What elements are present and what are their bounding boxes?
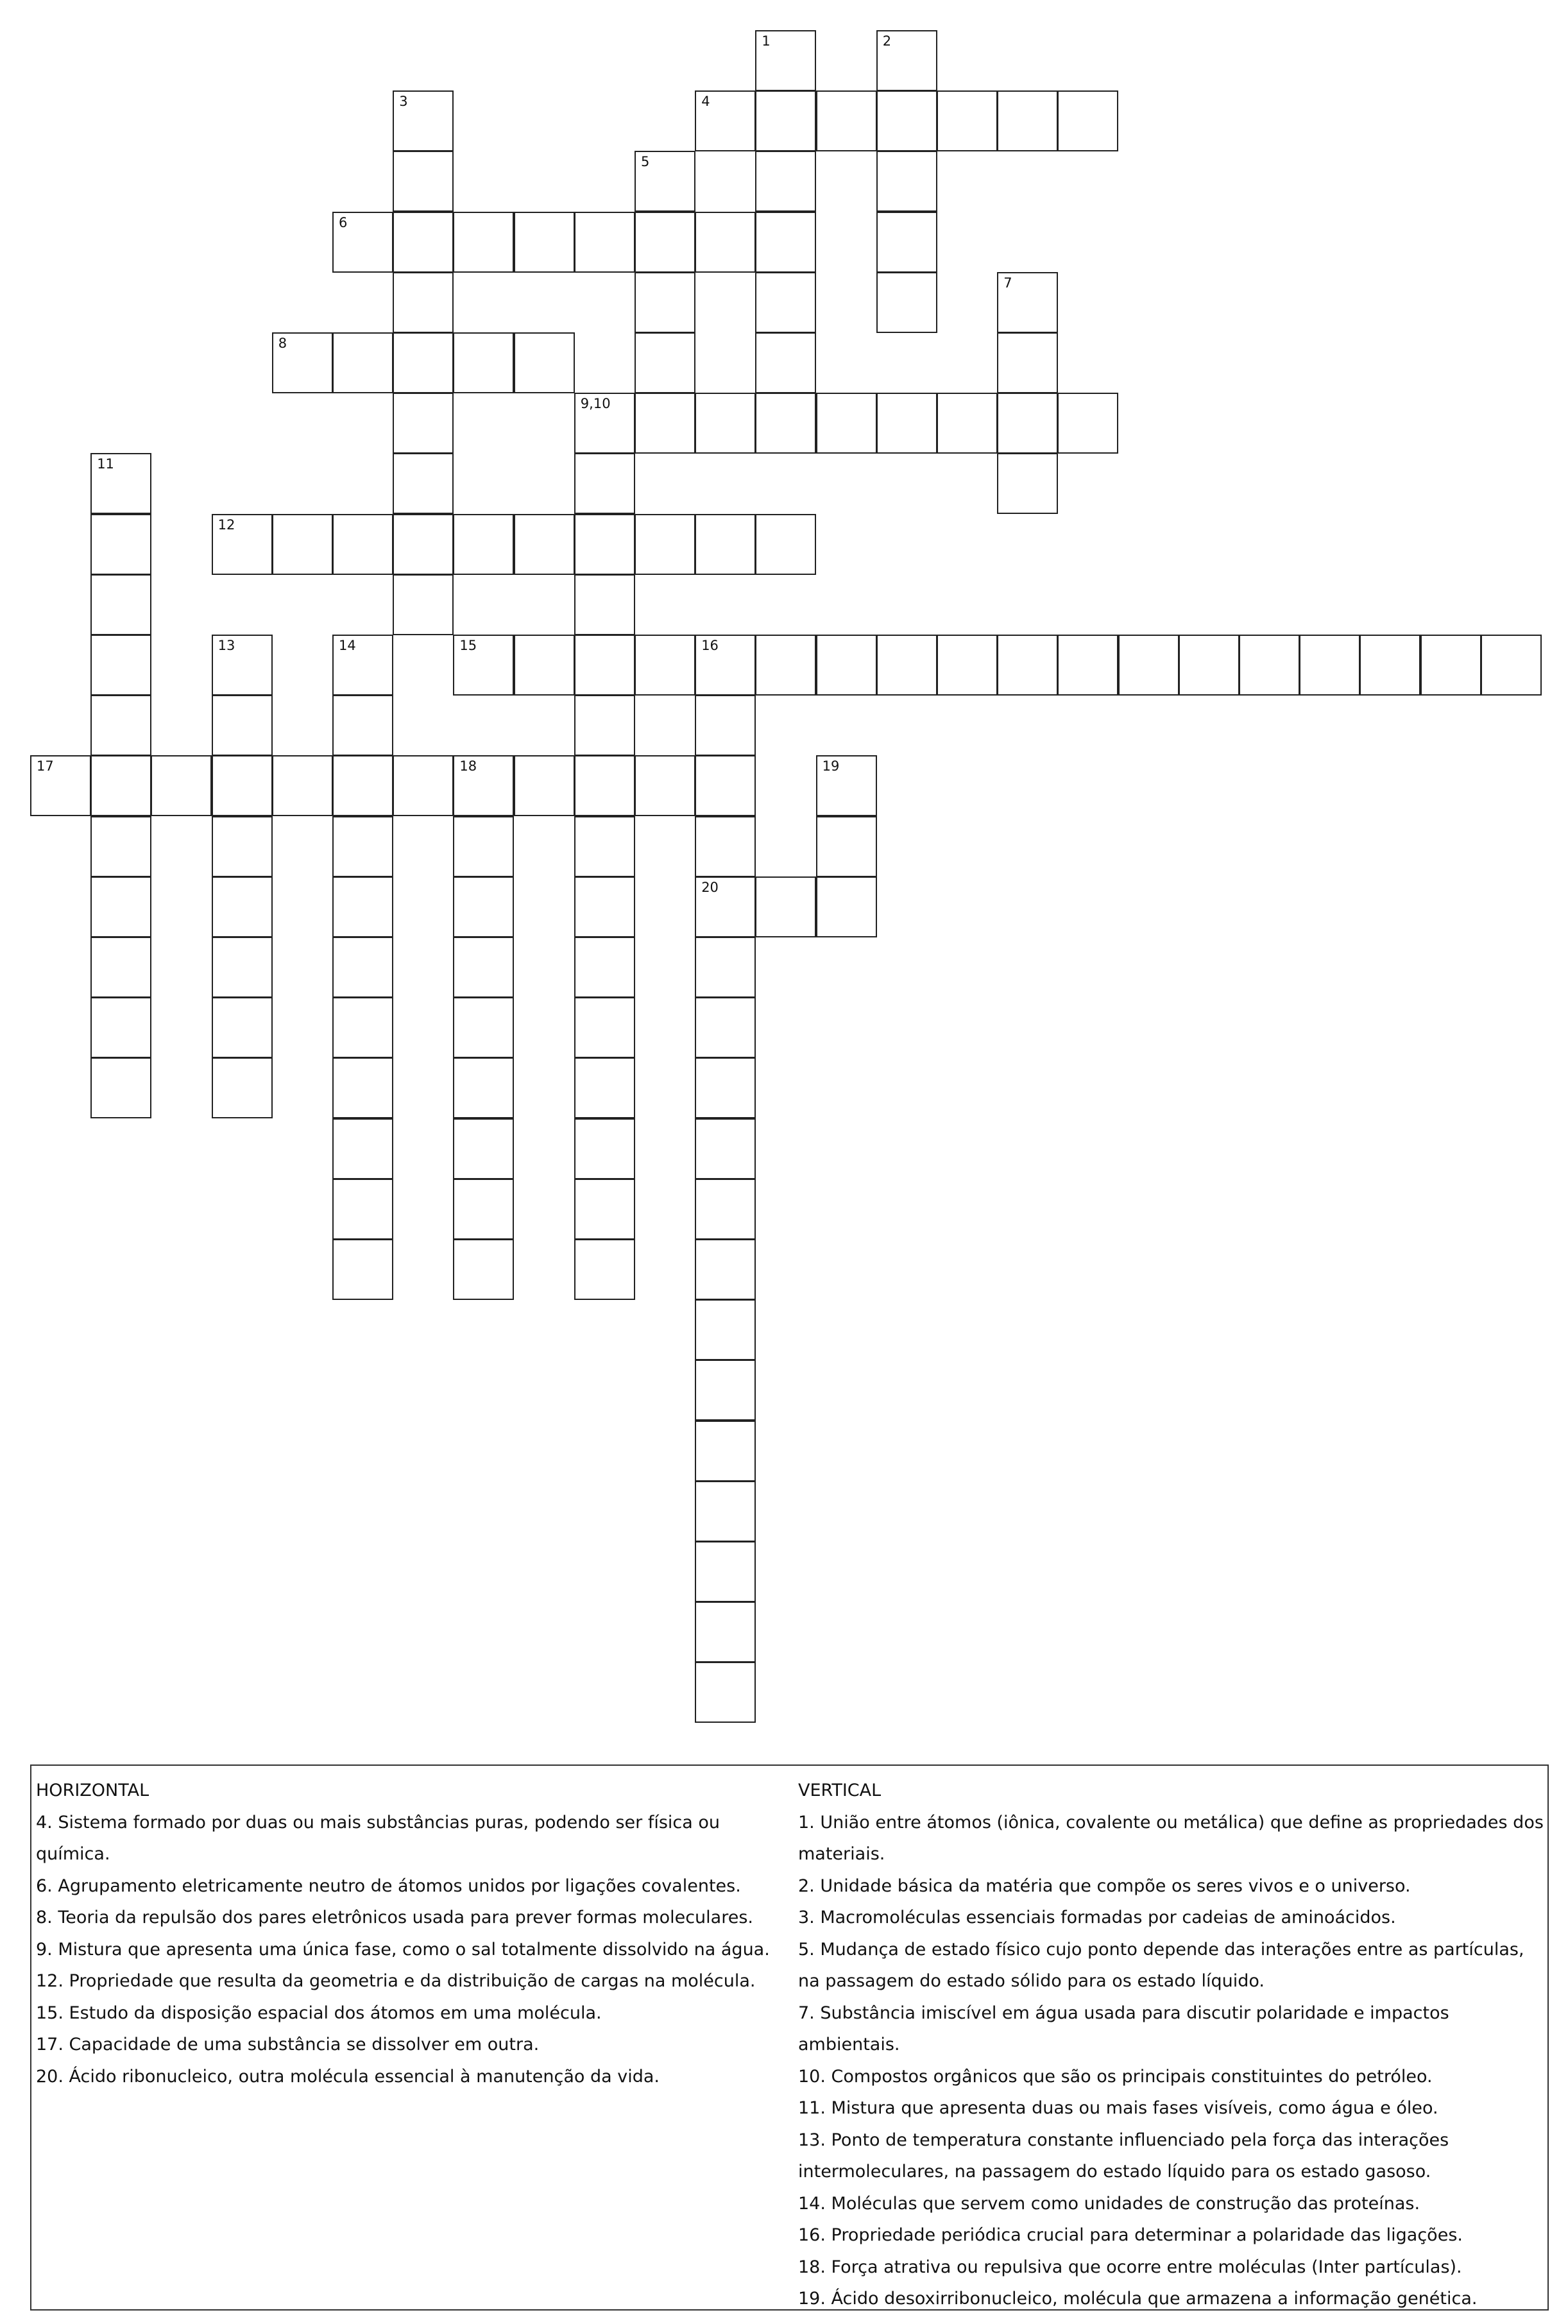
clue-number: 9,10 bbox=[580, 396, 611, 412]
grid-cell[interactable] bbox=[90, 1057, 151, 1118]
grid-cell[interactable] bbox=[695, 1541, 756, 1602]
grid-cell[interactable] bbox=[453, 332, 514, 393]
grid-cell[interactable] bbox=[755, 635, 816, 696]
grid-cell[interactable] bbox=[453, 1179, 514, 1240]
grid-cell[interactable] bbox=[453, 635, 514, 696]
grid-cell[interactable] bbox=[695, 1299, 756, 1360]
grid-cell[interactable] bbox=[212, 695, 273, 756]
grid-cell[interactable] bbox=[695, 90, 756, 151]
grid-cell[interactable] bbox=[635, 514, 695, 575]
clue-number: 7 bbox=[1003, 275, 1012, 291]
grid-cell[interactable] bbox=[453, 1239, 514, 1300]
grid-cell[interactable] bbox=[997, 272, 1058, 333]
grid-cell[interactable] bbox=[332, 695, 393, 756]
grid-cell[interactable] bbox=[937, 90, 998, 151]
grid-cell[interactable] bbox=[695, 1662, 756, 1723]
clue-v-16: 16. Propriedade periódica crucial para determinar a polaridade das ligações. bbox=[798, 2225, 1463, 2245]
grid-cell[interactable] bbox=[755, 332, 816, 393]
grid-cell[interactable] bbox=[332, 937, 393, 998]
grid-cell[interactable] bbox=[876, 393, 937, 454]
clue-number: 5 bbox=[641, 154, 650, 170]
clue-number: 3 bbox=[399, 94, 408, 110]
grid-cell[interactable] bbox=[755, 212, 816, 273]
grid-cell[interactable] bbox=[212, 997, 273, 1058]
grid-cell[interactable] bbox=[876, 272, 937, 333]
grid-cell[interactable] bbox=[514, 212, 575, 273]
clue-number: 18 bbox=[459, 758, 477, 774]
grid-cell[interactable] bbox=[635, 755, 695, 816]
grid-cell[interactable] bbox=[514, 332, 575, 393]
grid-cell[interactable] bbox=[997, 393, 1058, 454]
grid-cell[interactable] bbox=[937, 393, 998, 454]
grid-cell[interactable] bbox=[574, 755, 635, 816]
grid-cell[interactable] bbox=[574, 937, 635, 998]
grid-cell[interactable] bbox=[695, 1360, 756, 1421]
clue-v-3: 3. Macromoléculas essenciais formadas por cadeias de aminoácidos. bbox=[798, 1908, 1396, 1927]
clue-number: 19 bbox=[822, 758, 840, 774]
grid-cell[interactable] bbox=[574, 635, 635, 696]
grid-cell[interactable] bbox=[695, 937, 756, 998]
grid-cell[interactable] bbox=[332, 997, 393, 1058]
grid-cell[interactable] bbox=[393, 393, 454, 454]
clue-number: 6 bbox=[339, 214, 348, 230]
grid-cell[interactable] bbox=[695, 393, 756, 454]
grid-cell[interactable] bbox=[332, 876, 393, 937]
grid-cell[interactable] bbox=[635, 635, 695, 696]
grid-cell[interactable] bbox=[876, 212, 937, 273]
grid-cell[interactable] bbox=[90, 937, 151, 998]
grid-cell[interactable] bbox=[755, 90, 816, 151]
grid-cell[interactable] bbox=[635, 272, 695, 333]
grid-cell[interactable] bbox=[393, 90, 454, 151]
clue-v-5: 5. Mudança de estado físico cujo ponto depende das interações entre as partículas, na passagem do estado sólido para os estado líquido. bbox=[798, 1939, 1524, 1991]
clue-h-6: 6. Agrupamento eletricamente neutro de átomos unidos por ligações covalentes. bbox=[36, 1875, 741, 1896]
grid-cell[interactable] bbox=[90, 876, 151, 937]
grid-cell[interactable] bbox=[393, 755, 454, 816]
grid-cell[interactable] bbox=[212, 755, 273, 816]
grid-cell[interactable] bbox=[90, 997, 151, 1058]
grid-cell[interactable] bbox=[755, 30, 816, 91]
clue-number: 2 bbox=[882, 33, 892, 49]
grid-cell[interactable] bbox=[755, 151, 816, 212]
grid-cell[interactable] bbox=[695, 997, 756, 1058]
grid-cell[interactable] bbox=[574, 1179, 635, 1240]
grid-cell[interactable] bbox=[574, 1057, 635, 1118]
grid-cell[interactable] bbox=[1057, 393, 1118, 454]
grid-cell[interactable] bbox=[876, 90, 937, 151]
clue-h-20: 20. Ácido ribonucleico, outra molécula essencial à manutenção da vida. bbox=[36, 2066, 660, 2087]
grid-cell[interactable] bbox=[816, 635, 877, 696]
grid-cell[interactable] bbox=[574, 1118, 635, 1179]
grid-cell[interactable] bbox=[1057, 635, 1118, 696]
grid-cell[interactable] bbox=[574, 393, 635, 454]
vertical-heading: VERTICAL bbox=[798, 1781, 882, 1800]
grid-cell[interactable] bbox=[574, 816, 635, 877]
clue-v-14: 14. Moléculas que servem como unidades de construção das proteínas. bbox=[798, 2193, 1420, 2214]
clue-v-13: 13. Ponto de temperatura constante influenciado pela força das interações intermoleculares, na passagem do estado líquido para os estado gasoso. bbox=[798, 2130, 1449, 2182]
grid-cell[interactable] bbox=[574, 453, 635, 514]
grid-cell[interactable] bbox=[393, 453, 454, 514]
clue-number: 13 bbox=[217, 638, 235, 653]
grid-cell[interactable] bbox=[90, 755, 151, 816]
clue-v-19: 19. Ácido desoxirribonucleico, molécula que armazena a informação genética. bbox=[798, 2289, 1478, 2309]
grid-cell[interactable] bbox=[695, 876, 756, 937]
grid-cell[interactable] bbox=[332, 514, 393, 575]
grid-cell[interactable] bbox=[393, 151, 454, 212]
grid-cell[interactable] bbox=[212, 1057, 273, 1118]
grid-cell[interactable] bbox=[816, 90, 877, 151]
clues-box bbox=[30, 1764, 1549, 2311]
grid-cell[interactable] bbox=[453, 1057, 514, 1118]
grid-cell[interactable] bbox=[332, 635, 393, 696]
clue-number: 16 bbox=[701, 638, 719, 653]
grid-cell[interactable] bbox=[514, 635, 575, 696]
grid-cell[interactable] bbox=[453, 212, 514, 273]
grid-cell[interactable] bbox=[876, 635, 937, 696]
grid-cell[interactable] bbox=[453, 755, 514, 816]
grid-cell[interactable] bbox=[332, 332, 393, 393]
grid-cell[interactable] bbox=[695, 1602, 756, 1662]
grid-cell[interactable] bbox=[574, 212, 635, 273]
clue-number: 15 bbox=[459, 638, 477, 653]
grid-cell[interactable] bbox=[453, 876, 514, 937]
horizontal-heading: HORIZONTAL bbox=[36, 1781, 149, 1800]
clue-h-8: 8. Teoria da repulsão dos pares eletrônicos usada para prever formas moleculares. bbox=[36, 1908, 753, 1927]
grid-cell[interactable] bbox=[212, 876, 273, 937]
grid-cell[interactable] bbox=[574, 876, 635, 937]
grid-cell[interactable] bbox=[695, 1481, 756, 1542]
grid-cell[interactable] bbox=[755, 514, 816, 575]
grid-cell[interactable] bbox=[453, 1118, 514, 1179]
grid-cell[interactable] bbox=[1118, 635, 1179, 696]
grid-cell[interactable] bbox=[937, 635, 998, 696]
grid-cell[interactable] bbox=[393, 212, 454, 273]
grid-cell[interactable] bbox=[332, 1118, 393, 1179]
grid-cell[interactable] bbox=[574, 514, 635, 575]
grid-cell[interactable] bbox=[393, 514, 454, 575]
grid-cell[interactable] bbox=[90, 816, 151, 877]
clue-number: 14 bbox=[339, 638, 356, 653]
grid-cell[interactable] bbox=[574, 574, 635, 635]
grid-cell[interactable] bbox=[212, 635, 273, 696]
clue-v-7: 7. Substância imiscível em água usada para discutir polaridade e impactos ambientais. bbox=[798, 2003, 1449, 2055]
clue-number: 12 bbox=[217, 517, 235, 533]
grid-cell[interactable] bbox=[332, 1179, 393, 1240]
grid-cell[interactable] bbox=[574, 997, 635, 1058]
grid-cell[interactable] bbox=[332, 816, 393, 877]
clue-v-2: 2. Unidade básica da matéria que compõe os seres vivos e o universo. bbox=[798, 1875, 1411, 1896]
grid-cell[interactable] bbox=[514, 514, 575, 575]
grid-cell[interactable] bbox=[997, 453, 1058, 514]
grid-cell[interactable] bbox=[997, 635, 1058, 696]
grid-cell[interactable] bbox=[695, 695, 756, 756]
grid-cell[interactable] bbox=[272, 514, 333, 575]
grid-cell[interactable] bbox=[1420, 635, 1481, 696]
grid-cell[interactable] bbox=[635, 151, 695, 212]
grid-cell[interactable] bbox=[453, 816, 514, 877]
grid-cell[interactable] bbox=[695, 1239, 756, 1300]
grid-cell[interactable] bbox=[755, 272, 816, 333]
grid-cell[interactable] bbox=[453, 997, 514, 1058]
grid-cell[interactable] bbox=[876, 30, 937, 91]
grid-cell[interactable] bbox=[755, 876, 816, 937]
grid-cell[interactable] bbox=[1239, 635, 1300, 696]
grid-cell[interactable] bbox=[574, 1239, 635, 1300]
clue-v-11: 11. Mistura que apresenta duas ou mais fases visíveis, como água e óleo. bbox=[798, 2098, 1438, 2118]
clue-h-17: 17. Capacidade de uma substância se dissolver em outra. bbox=[36, 2035, 540, 2055]
grid-cell[interactable] bbox=[635, 212, 695, 273]
grid-cell[interactable] bbox=[816, 816, 877, 877]
grid-cell[interactable] bbox=[876, 151, 937, 212]
grid-cell[interactable] bbox=[151, 755, 212, 816]
grid-cell[interactable] bbox=[695, 816, 756, 877]
clue-number: 4 bbox=[701, 94, 710, 110]
grid-cell[interactable] bbox=[453, 937, 514, 998]
grid-cell[interactable] bbox=[90, 635, 151, 696]
grid-cell[interactable] bbox=[816, 755, 877, 816]
grid-cell[interactable] bbox=[695, 1118, 756, 1179]
grid-cell[interactable] bbox=[695, 1057, 756, 1118]
grid-cell[interactable] bbox=[816, 393, 877, 454]
grid-cell[interactable] bbox=[90, 574, 151, 635]
grid-cell[interactable] bbox=[212, 514, 273, 575]
grid-cell[interactable] bbox=[272, 755, 333, 816]
clue-v-1: 1. União entre átomos (iônica, covalente ou metálica) que define as propriedades dos materiais. bbox=[798, 1812, 1544, 1864]
grid-cell[interactable] bbox=[332, 755, 393, 816]
clue-number: 11 bbox=[97, 456, 114, 472]
clue-number: 20 bbox=[701, 879, 719, 895]
grid-cell[interactable] bbox=[272, 332, 333, 393]
grid-cell[interactable] bbox=[514, 755, 575, 816]
grid-cell[interactable] bbox=[997, 332, 1058, 393]
grid-cell[interactable] bbox=[393, 272, 454, 333]
grid-cell[interactable] bbox=[1359, 635, 1420, 696]
grid-cell[interactable] bbox=[695, 755, 756, 816]
vertical-clues bbox=[798, 1775, 1544, 2315]
grid-cell[interactable] bbox=[574, 695, 635, 756]
grid-cell[interactable] bbox=[695, 212, 756, 273]
grid-cell[interactable] bbox=[695, 635, 756, 696]
clue-h-15: 15. Estudo da disposição espacial dos átomos em uma molécula. bbox=[36, 2003, 602, 2023]
grid-cell[interactable] bbox=[393, 574, 454, 635]
grid-cell[interactable] bbox=[332, 1057, 393, 1118]
grid-cell[interactable] bbox=[212, 937, 273, 998]
horizontal-clues bbox=[36, 1775, 780, 2092]
grid-cell[interactable] bbox=[332, 212, 393, 273]
grid-cell[interactable] bbox=[997, 90, 1058, 151]
clue-v-18: 18. Força atrativa ou repulsiva que ocorre entre moléculas (Inter partículas). bbox=[798, 2257, 1462, 2277]
clue-v-10: 10. Compostos orgânicos que são os principais constituintes do petróleo. bbox=[798, 2066, 1433, 2087]
clue-h-9: 9. Mistura que apresenta uma única fase, como o sal totalmente dissolvido na água. bbox=[36, 1939, 770, 1960]
grid-cell[interactable] bbox=[90, 695, 151, 756]
grid-cell[interactable] bbox=[90, 514, 151, 575]
grid-cell[interactable] bbox=[90, 453, 151, 514]
grid-cell[interactable] bbox=[212, 816, 273, 877]
grid-cell[interactable] bbox=[1299, 635, 1360, 696]
grid-cell[interactable] bbox=[816, 876, 877, 937]
grid-cell[interactable] bbox=[1179, 635, 1240, 696]
grid-cell[interactable] bbox=[332, 1239, 393, 1300]
grid-cell[interactable] bbox=[1057, 90, 1118, 151]
clue-number: 17 bbox=[37, 758, 54, 774]
grid-cell[interactable] bbox=[635, 332, 695, 393]
clue-h-4: 4. Sistema formado por duas ou mais substâncias puras, podendo ser física ou química. bbox=[36, 1812, 720, 1864]
grid-cell[interactable] bbox=[635, 393, 695, 454]
grid-cell[interactable] bbox=[30, 755, 91, 816]
grid-cell[interactable] bbox=[1481, 635, 1542, 696]
clue-number: 8 bbox=[278, 336, 287, 351]
grid-cell[interactable] bbox=[393, 332, 454, 393]
clue-number: 1 bbox=[762, 33, 771, 49]
clue-h-12: 12. Propriedade que resulta da geometria e da distribuição de cargas na molécula. bbox=[36, 1971, 756, 1991]
grid-cell[interactable] bbox=[695, 514, 756, 575]
grid-cell[interactable] bbox=[695, 1179, 756, 1240]
grid-cell[interactable] bbox=[453, 514, 514, 575]
grid-cell[interactable] bbox=[755, 393, 816, 454]
grid-cell[interactable] bbox=[695, 1421, 756, 1482]
